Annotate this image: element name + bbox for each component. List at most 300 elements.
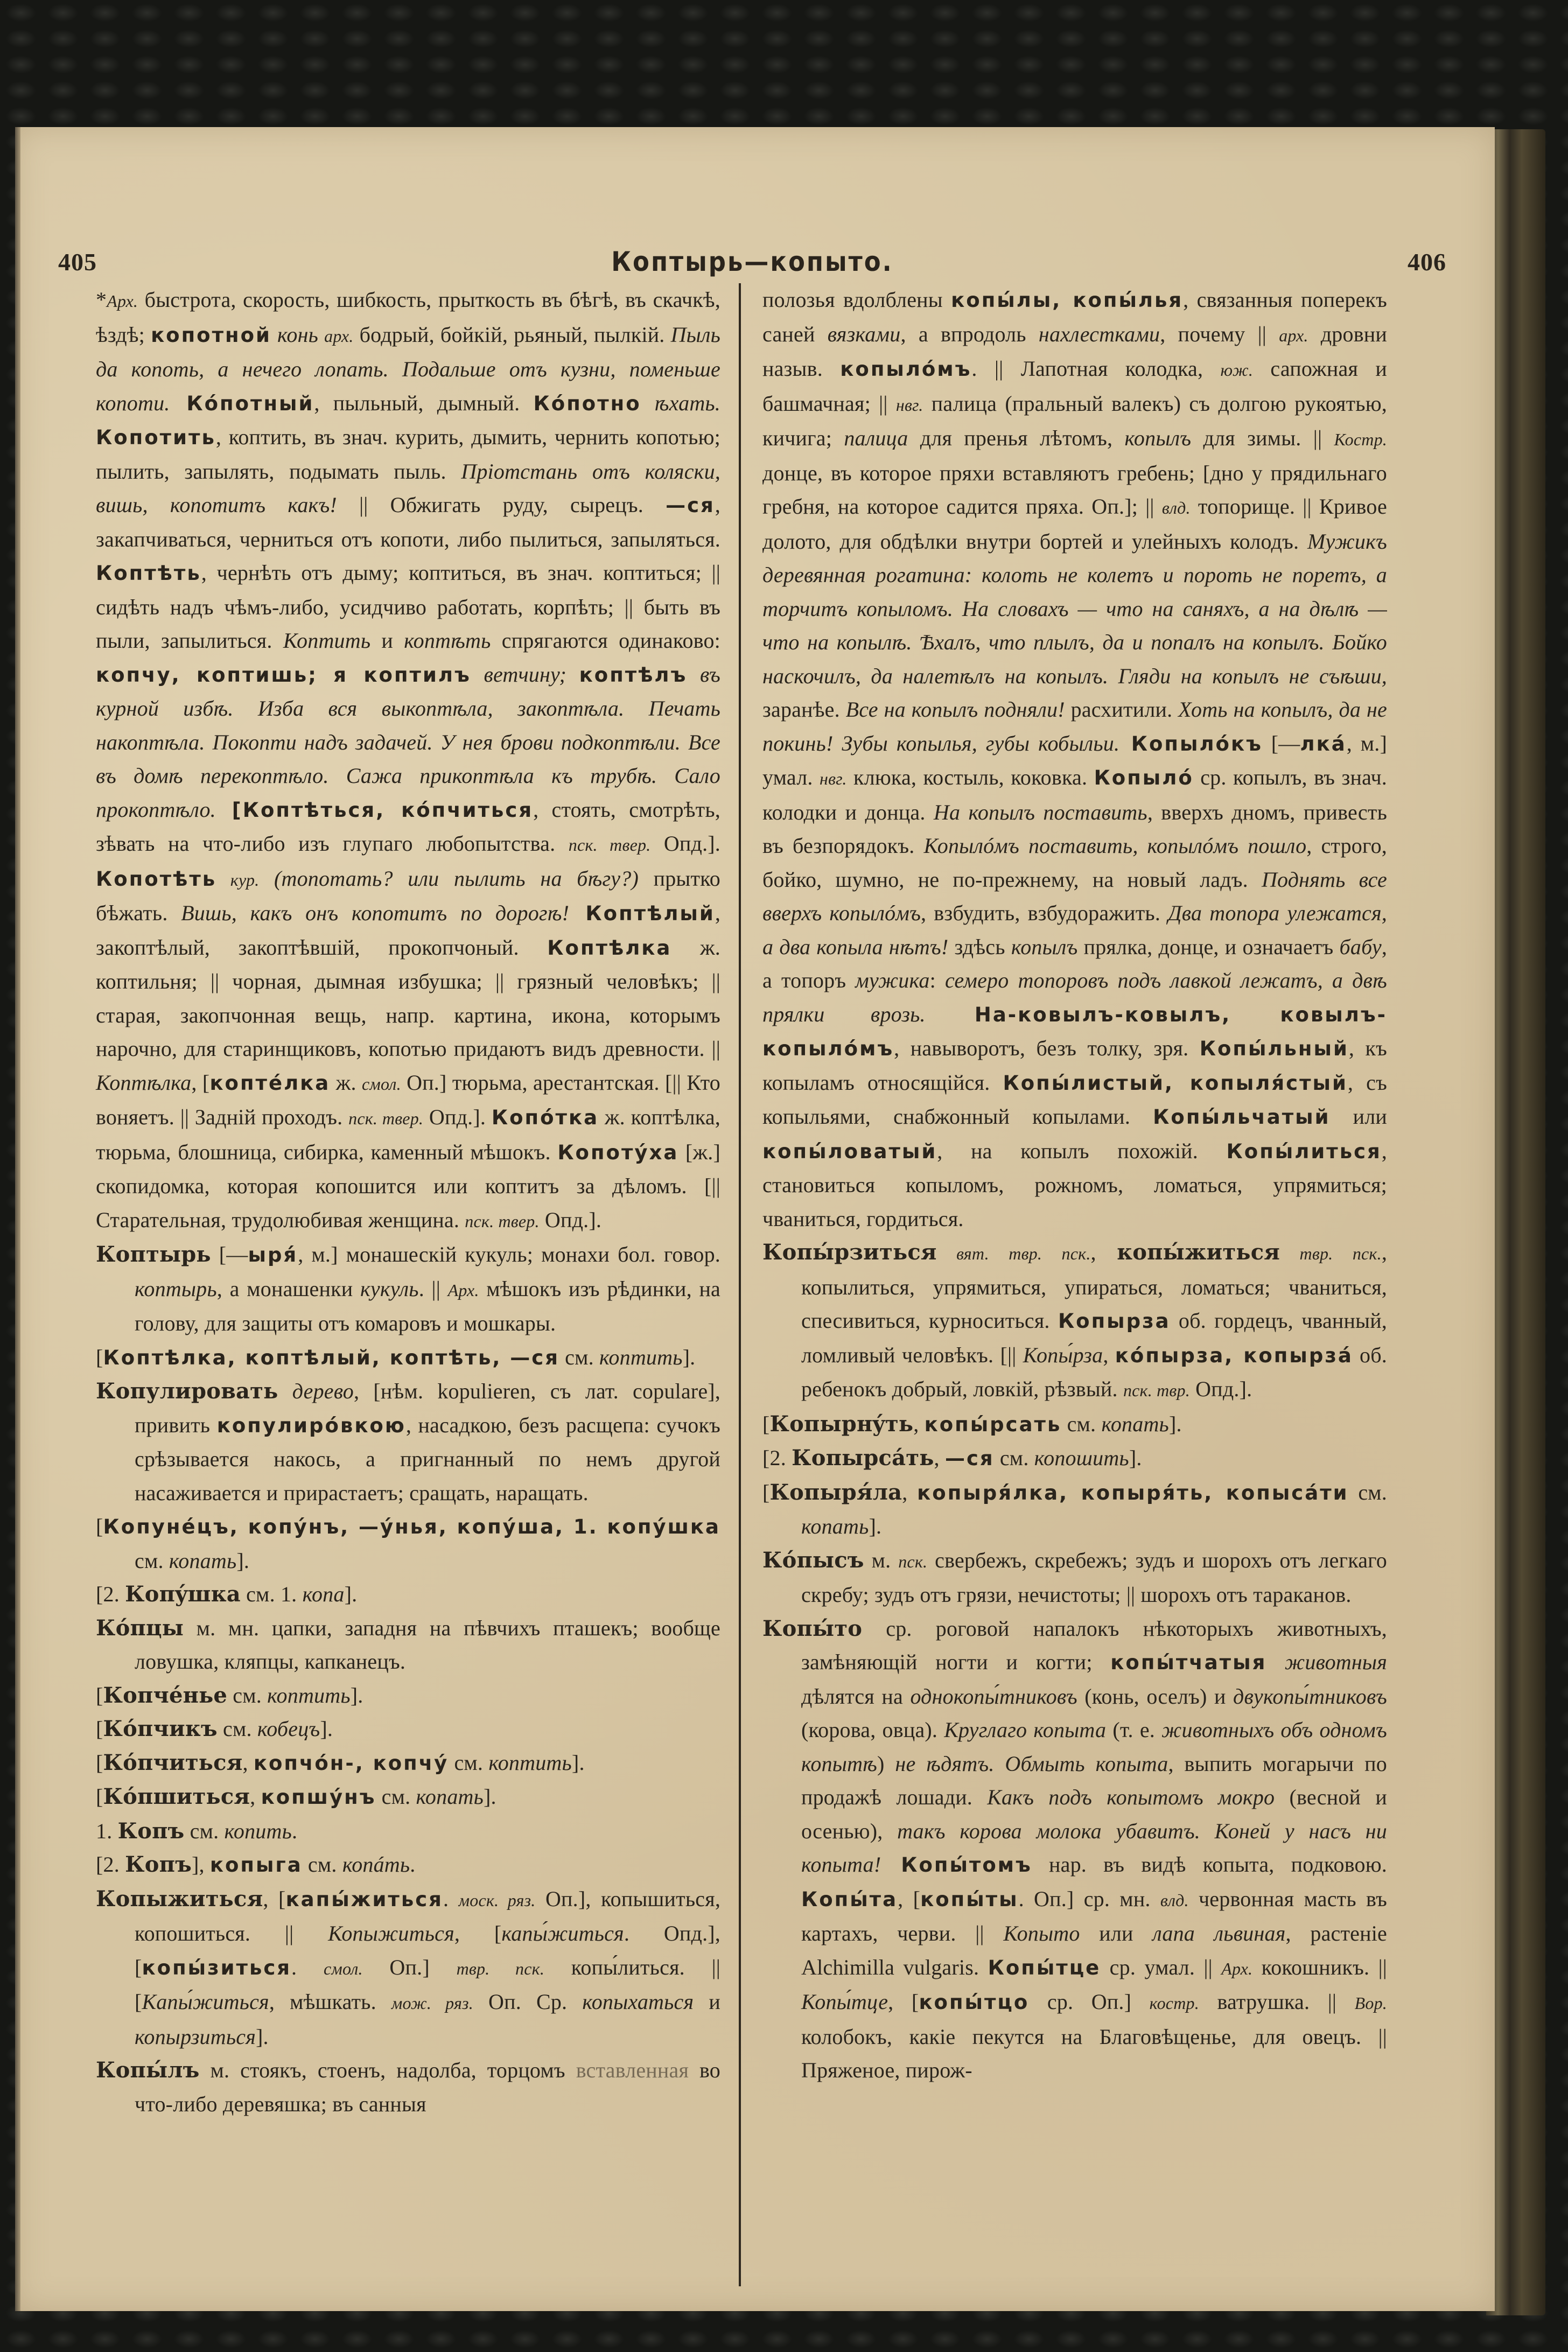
entry-text: , навыворотъ, безъ толку, зря. (894, 1036, 1200, 1060)
entry-text: полозья вдолблены (762, 288, 951, 312)
entry-text: , м.] монашескій кукуль; монахи бол. говор. (298, 1242, 720, 1266)
entry-text: . (291, 1955, 324, 1979)
entry-text: , съ копыльями, снабжонный копылами. (762, 1070, 1387, 1129)
entry-headword: Копыря́ла (769, 1479, 902, 1505)
entry-text: , м.] умал. (762, 731, 1388, 789)
entry-text: [ (96, 1514, 103, 1538)
entry-form: Кóпотный (170, 391, 314, 415)
entry-text: и (370, 628, 404, 653)
entry-headword: Копы́то (762, 1615, 863, 1641)
entry-text: , коптить, въ знач. курить, дымить, чернить копотью; пылить, запылять, подымать пыль. (96, 425, 720, 484)
entry-form: Копы́та (801, 1887, 898, 1911)
entry-text: Два топора улежатся, а два копыла нѣтъ! (762, 901, 1387, 959)
entry-form: Копы́льчатый (1153, 1105, 1331, 1129)
entry-text: семеро топоровъ подъ лавкой лежатъ, а двѣ прялки врозь. (762, 968, 1387, 1026)
entry-text: см. (217, 1717, 257, 1741)
dictionary-entry (96, 1848, 720, 1882)
entry-text: см. (1348, 1480, 1387, 1504)
entry-text: копыхаться (582, 1990, 694, 2014)
entry-form: Копы́тце (988, 1956, 1101, 1979)
entry-text: Оп.], копышиться, копошиться. || (135, 1886, 721, 1945)
entry-text: см. 1. (240, 1582, 303, 1606)
entry-text: 1. (96, 1818, 118, 1843)
entry-form: копы́зиться (142, 1956, 292, 1979)
entry-text: для пренья лѣтомъ, (908, 426, 1125, 450)
entry-text: ветчину; (471, 662, 579, 687)
entry-text: , (902, 1480, 918, 1504)
entry-text: , растеніе Alchimilla vulgaris. (801, 1921, 1387, 1979)
entry-text: въ курной избѣ. Изба вся выкоптѣла, закоптѣла. Печать накоптѣла. Покопти надъ задачей. У нея брови подкоптѣли. Все въ домѣ перекоптѣло. Сажа прикоптѣла къ трубѣ. Сало прокоптѣло. (96, 662, 720, 822)
entry-form: Копóтка (491, 1106, 599, 1129)
region-abbrev: пск. твр. (1123, 1381, 1190, 1400)
entry-form: —ся (944, 1447, 995, 1470)
entry-text: (весной и осенью), (801, 1785, 1387, 1843)
entry-form: копы́ты (920, 1887, 1019, 1911)
entry-text: коптырь (135, 1276, 217, 1301)
entry-text: , а монашенки (216, 1276, 360, 1301)
region-abbrev: вят. твр. пск. (936, 1244, 1091, 1263)
entry-text: . || (418, 1276, 448, 1301)
entry-text: Пыль да копоть, а нечего лопать. Подальше отъ кузни, поменьше копоти. (96, 322, 720, 415)
entry-headword: Копырсáть (792, 1445, 934, 1471)
entry-text: , (242, 1750, 254, 1775)
region-abbrev: пск. (898, 1551, 928, 1571)
entry-headword: Копы́рзиться (762, 1240, 937, 1265)
entry-headword: Копчéнье (103, 1682, 228, 1708)
entry-text: Хоть на копылъ, да не покинь! Зубы копылья, губы кобыльи. (762, 697, 1387, 755)
entry-text: , [ (898, 1886, 921, 1911)
entry-text: кобецъ (257, 1717, 320, 1741)
entry-text: коптить (599, 1345, 683, 1369)
entry-text: , связанныя поперекъ саней (762, 288, 1387, 346)
entry-text: вязками (827, 321, 901, 346)
entry-text: свербежъ, скребежъ; зудъ и шорохъ отъ легкаго скребу; зудъ отъ грязи, нечистоты; || шорохъ отъ тараканов. (801, 1548, 1387, 1607)
dictionary-entry (96, 1578, 720, 1612)
page-number-right: 406 (1407, 248, 1446, 276)
entry-text: * (96, 288, 107, 312)
entry-text: см. (449, 1750, 489, 1775)
dictionary-entry (96, 1712, 720, 1746)
entry-form: Копы́томъ (881, 1853, 1032, 1877)
entry-headword: копы́житься (1117, 1240, 1280, 1265)
region-abbrev: твр. пск. (1280, 1244, 1382, 1263)
entry-text: , къ копыламъ относящійся. (762, 1036, 1387, 1095)
entry-form: Коптѣлый (569, 902, 715, 925)
dictionary-entry (96, 1746, 720, 1781)
entry-form: Копылóкъ (1119, 732, 1263, 755)
entry-text: бодрый, бойкій, рьяный, пылкій. (353, 322, 671, 347)
entry-form: копы́рсать (924, 1412, 1062, 1436)
entry-text: [ (96, 1683, 103, 1707)
book-page-stack-edge (1486, 129, 1545, 2315)
dictionary-entry (96, 2054, 720, 2121)
entry-text: донце, въ которое пряхи вставляютъ гребень; [дно у прядильнаго гребня, на которое садится пряха. Оп.]; || (762, 460, 1387, 519)
entry-text: нахлестками (1038, 321, 1160, 346)
entry-text: , мѣшкать. (269, 1990, 391, 2014)
entry-text: . (443, 1886, 459, 1911)
entry-text: лапа львиная (1152, 1921, 1286, 1945)
entry-text: расхитили. (1065, 697, 1179, 722)
region-abbrev: костр. (1149, 1993, 1199, 2013)
entry-text: (т. е. (1106, 1718, 1162, 1742)
entry-text: Пріотстань отъ коляски, вишь, копотитъ какъ! (96, 459, 720, 517)
entry-text: палица (пральный валекъ) съ долгою рукоятью, кичига; (762, 391, 1388, 450)
entry-text: коптить (267, 1683, 351, 1707)
entry-text: [— (1262, 731, 1300, 755)
entry-text: или (1080, 1921, 1153, 1945)
entry-text: [ (96, 1345, 103, 1369)
entry-text: кокошникъ. || (1252, 1955, 1387, 1979)
dictionary-entry (96, 1612, 720, 1679)
entry-form: Копунéцъ, копýнъ, —ýнья, копýша, 1. копýшка (103, 1515, 720, 1538)
entry-form: Копы́литься (1226, 1139, 1382, 1163)
entry-text: (корова, овца). (801, 1718, 944, 1742)
entry-form: копчóн-, копчý (253, 1751, 449, 1775)
entry-text: [2. (762, 1446, 792, 1470)
entry-form: Копы́льный (1199, 1037, 1349, 1060)
entry-text: дѣлятся на (801, 1684, 911, 1709)
entry-text: бабу (1339, 934, 1382, 959)
entry-text: копошить (1034, 1446, 1129, 1470)
region-abbrev: моск. ряз. (458, 1890, 536, 1910)
entry-text: ]. (1168, 1411, 1182, 1436)
dictionary-entry (96, 1679, 720, 1713)
page-header (58, 240, 1446, 283)
entry-form: капы́житься (285, 1887, 443, 1911)
entry-text: коптить (488, 1750, 572, 1775)
entry-text: такъ корова молока убавитъ. Коней у насъ ни копыта! (801, 1818, 1387, 1877)
right-column (741, 283, 1387, 2286)
entry-form: —ся (666, 494, 715, 517)
entry-text: , почему || (1160, 321, 1279, 346)
dictionary-entry (762, 283, 1387, 1236)
entry-form: Копотить (96, 426, 216, 449)
region-abbrev: пск. твер. (348, 1109, 424, 1128)
entry-form: коптѣлъ (579, 663, 688, 687)
entry-text: животныя (1266, 1650, 1387, 1674)
entry-text: Опд.]. (1189, 1377, 1252, 1401)
entry-text: Поднять все вверхъ копылóмъ (762, 867, 1387, 925)
entry-form: Копотѣть (96, 867, 217, 891)
entry-headword: Копулировать (96, 1378, 278, 1404)
entry-text: Копыто (1003, 1921, 1080, 1945)
entry-text: ]. (350, 1683, 363, 1707)
entry-text: клюка, костыль, коковка. (846, 765, 1094, 789)
entry-text: , (934, 1446, 945, 1470)
entry-text: см. (559, 1345, 600, 1369)
entry-text: Опд.]. (423, 1105, 492, 1129)
entry-text: , а топоръ (762, 934, 1388, 992)
entry-text: см. (1061, 1411, 1102, 1436)
entry-text: , (1090, 1240, 1117, 1264)
entry-text: Круглаго копыта (944, 1718, 1107, 1742)
entry-text: , закоптѣлый, закоптѣвшій, прокопчоный. (96, 901, 721, 960)
entry-text: вставленная (576, 2058, 689, 2082)
entry-text: колобокъ, какіе пекутся на Благовѣщенье, для овецъ. || Пряженое, пирож- (801, 2024, 1387, 2082)
entry-text: здѣсь (948, 934, 1011, 959)
entry-headword: Кóпысъ (762, 1547, 864, 1573)
region-abbrev: влд. (1161, 498, 1191, 517)
entry-text: топорище. || Кривое долото, для обдѣлки внутри бортей и улейныхъ колодъ. (762, 494, 1388, 554)
entry-text: [ (762, 1480, 770, 1504)
dictionary-entry (762, 1544, 1387, 1612)
entry-text: [ (96, 1750, 103, 1775)
entry-text: Оп.] (362, 1955, 457, 1979)
entry-text: ]. (869, 1514, 882, 1538)
entry-form: копшýнъ (261, 1786, 376, 1809)
entry-text: ]. (484, 1784, 496, 1809)
entry-text: , взбудить, взбудоражить. (921, 901, 1168, 925)
entry-text: Опд.]. (539, 1207, 602, 1232)
entry-text: копа (302, 1582, 345, 1606)
region-abbrev: кур. (216, 870, 260, 890)
entry-text: ватрушка. || (1199, 1990, 1355, 2014)
entry-form: копы́тцо (919, 1991, 1030, 2014)
entry-text: м. (864, 1548, 899, 1572)
entry-text: . (292, 1818, 298, 1843)
entry-headword: Кóпчикъ (103, 1716, 218, 1741)
entry-text: . || Лапотная колодка, (971, 356, 1221, 381)
running-title: Коптырь—копыто. (611, 246, 893, 277)
entry-text: капы́житься (501, 1921, 624, 1945)
entry-headword: Копыжиться (96, 1886, 263, 1912)
entry-text: ]. (1129, 1446, 1142, 1470)
dictionary-entry (96, 1341, 720, 1375)
entry-text: , стоять, смотрѣть, зѣвать на что-либо изъ глупаго любопытства. (96, 797, 720, 856)
region-abbrev: Арх. (1221, 1958, 1253, 1978)
entry-text: копать (1101, 1411, 1169, 1436)
entry-text: Вишь, какъ онъ копотитъ по дорогѣ! (181, 901, 570, 925)
entry-text: и (694, 1990, 720, 2014)
entry-text: , пыльный, дымный. (314, 390, 534, 415)
entry-text: ср. умал. || (1101, 1955, 1222, 1979)
entry-form: копы́лы, копы́лья (951, 289, 1184, 312)
entry-text: или (1330, 1104, 1387, 1129)
entry-text: прялка, донце, и означаетъ (1077, 934, 1340, 959)
region-abbrev: Вор. (1354, 1993, 1388, 2013)
entry-text: , вверхъ дномъ, привесть въ безпорядокъ. (762, 800, 1388, 858)
entry-text: , строго, бойко, шумно, не по-прежнему, на новый ладъ. (762, 834, 1388, 892)
entry-form: Кóпотно (533, 391, 641, 415)
entry-text: , (1103, 1342, 1115, 1367)
entry-form: Копылó (1094, 766, 1194, 789)
entry-text: : (929, 968, 945, 992)
entry-text: копырзиться (135, 2024, 256, 2049)
entry-text: кукуль (360, 1276, 419, 1301)
entry-text: см. (376, 1784, 416, 1809)
entry-text: ]. (682, 1345, 696, 1369)
entry-text: (топотать? или пылить на бѣгу?) (259, 866, 639, 891)
entry-text: , выпить могарычи по продажѣ лошади. (801, 1751, 1387, 1809)
region-abbrev: твр. пск. (456, 1958, 545, 1978)
entry-text: спрягаются одинаково: (491, 628, 720, 653)
entry-form: лкá (1300, 732, 1347, 755)
dictionary-entry (96, 1780, 720, 1815)
entry-text: Копылóмъ поставить, копылóмъ пошло (923, 834, 1307, 858)
entry-text: м. мн. цапки, западня на пѣвчихъ пташекъ; вообще ловушка, кляпцы, капканецъ. (135, 1615, 720, 1674)
entry-text: копылъ (1124, 426, 1192, 450)
entry-headword: Копýшка (125, 1581, 241, 1607)
region-abbrev: Арх. (447, 1280, 479, 1300)
entry-text: см. (135, 1548, 169, 1573)
entry-text: . Опд.], [ (135, 1921, 720, 1979)
entry-form: На-ковылъ-ковылъ, ковылъ-копылóмъ (762, 1003, 1388, 1060)
entry-text: , [нѣм. kopulieren, съ лат. copulare], привить (135, 1379, 720, 1437)
entry-text: Оп.] тюрьма, арестантская. [|| Кто воняетъ. || Задній проходъ. (96, 1070, 721, 1129)
entry-headword: Кóпцы (96, 1615, 184, 1641)
entry-text: Оп. Ср. (473, 1990, 583, 2014)
entry-text: м. стоякъ, стоенъ, надолба, торцомъ (199, 2058, 576, 2082)
left-column (96, 283, 741, 2286)
entry-text: Мужикъ деревянная рогатина: колоть не колетъ и пороть не поретъ, а торчитъ копыломъ. На словахъ — что на саняхъ, а на дѣлѣ — что на копылѣ. Ѣхалъ, что плылъ, да и попалъ на копылъ. Бойко наскочилъ, да налетѣлъ на копылъ. Гляди на копылъ не съѣши, (762, 529, 1387, 688)
entry-text: Коптить (283, 628, 371, 653)
entry-text: [ (762, 1411, 770, 1436)
entry-text: об. гордецъ, чванный, ломливый человѣкъ. [|| (801, 1308, 1388, 1367)
entry-text: (конь, оселъ) и (1077, 1684, 1234, 1709)
entry-headword: Копы́лъ (96, 2057, 200, 2083)
dictionary-entry (96, 1375, 720, 1510)
region-abbrev: пск. твер. (568, 835, 651, 855)
entry-text: сапожная и башмачная; || (762, 356, 1388, 416)
region-abbrev: влд. (1160, 1890, 1189, 1910)
entry-form: Копотýха (557, 1140, 679, 1164)
entry-text: не ѣдятъ. Обмыть копыта (895, 1751, 1168, 1776)
entry-text: однокопы́тниковъ (910, 1684, 1077, 1709)
region-abbrev: мож. ряз. (391, 1993, 473, 2013)
entry-text: [2. (96, 1852, 125, 1877)
entry-text: дерево (278, 1379, 354, 1403)
entry-text: заранѣе. (762, 697, 846, 722)
entry-text: , закапчиваться, черниться отъ копоти, либо пылиться, запыляться. (96, 493, 720, 551)
entry-headword: Копъ (117, 1818, 185, 1844)
entry-text: Капы́житься (142, 1990, 269, 2014)
entry-form: Копырза (1058, 1310, 1171, 1333)
entry-text: , [ (888, 1990, 919, 2014)
dictionary-entry (96, 1815, 720, 1849)
region-abbrev: арх. (1279, 325, 1308, 345)
entry-text: ср. Оп.] (1029, 1990, 1150, 2014)
entry-form: копотной (151, 323, 271, 347)
entry-form: копылóмъ (840, 358, 972, 381)
entry-text: см. (227, 1683, 268, 1707)
entry-text: . (410, 1852, 416, 1877)
entry-text: || Обжигать руду, сырецъ. (337, 493, 666, 517)
region-abbrev: смол. (323, 1958, 363, 1978)
entry-text: ж. коптѣлка, тюрьма, блошница, сибирка, каменный мѣшокъ. (96, 1105, 720, 1164)
entry-headword: Копырнýть (769, 1411, 914, 1437)
region-abbrev: пск. твер. (465, 1211, 540, 1231)
dictionary-page (15, 127, 1495, 2311)
dictionary-entry (96, 283, 720, 1238)
page-left-binding-edge (15, 127, 20, 2311)
entry-form: Коптѣлка, коптѣлый, коптѣть, —ся (103, 1346, 559, 1369)
entry-form: копулирóвкою (216, 1413, 406, 1437)
entry-form: копчу, коптишь; я коптилъ (96, 663, 471, 687)
entry-text: ], (191, 1852, 210, 1877)
entry-text: [ж.] скопидомка, которая копошится или коптитъ за дѣломъ. [|| Старательная, трудолюбивая женщина. (96, 1139, 721, 1232)
dictionary-entry (762, 1476, 1387, 1544)
entry-text: копать (416, 1784, 484, 1809)
entry-text: [ (96, 1717, 103, 1741)
entry-text: , (913, 1411, 925, 1436)
entry-text: копы́литься. || [ (135, 1955, 720, 2014)
entry-headword: Кóпшиться (103, 1784, 250, 1809)
entry-text: см. (302, 1852, 342, 1877)
entry-text: палица (844, 426, 908, 450)
entry-text: Копыжиться (328, 1921, 454, 1945)
entry-text: ж. (330, 1070, 362, 1095)
entry-headword: Копъ (125, 1852, 192, 1877)
region-abbrev: Костр. (1334, 430, 1387, 449)
entry-text: ср. роговой напалокъ нѣкоторыхъ животныхъ, замѣняющій ногти и когти; (801, 1616, 1387, 1674)
dictionary-entry (96, 1882, 720, 2054)
entry-text: нар. въ видѣ копыта, подковою. (1032, 1852, 1387, 1877)
entry-text: Коптѣлка (96, 1070, 192, 1095)
entry-headword: Коптырь (96, 1242, 211, 1267)
entry-text: см. (994, 1446, 1034, 1470)
entry-text: , копылиться, упрямиться, упираться, ломаться; чваниться, спесивиться, курноситься. (801, 1240, 1388, 1333)
entry-text: ѣхать. (641, 390, 721, 415)
entry-text: конь (271, 322, 325, 347)
entry-text: животныхъ объ одномъ копытѣ (801, 1718, 1387, 1776)
entry-text: ср. копылъ, въ знач. колодки и донца. (762, 765, 1387, 824)
entry-headword: Кóпчиться (103, 1749, 243, 1775)
region-abbrev: нвг. (895, 395, 923, 415)
entry-text: копать (169, 1548, 237, 1573)
entry-text: копáть (342, 1852, 410, 1877)
entry-text: во что-либо деревяшка; въ санныя (135, 2058, 720, 2116)
entry-text: ]. (236, 1548, 250, 1573)
entry-text: ]. (320, 1717, 333, 1741)
entry-text: прытко бѣжать. (96, 866, 720, 925)
entry-text: , [ (263, 1886, 286, 1911)
entry-text: Все на копылъ подняли! (845, 697, 1065, 722)
region-abbrev: арх. (324, 326, 354, 346)
entry-text: [2. (96, 1582, 125, 1606)
entry-text: двукопы́тниковъ (1233, 1684, 1387, 1709)
page-number-left: 405 (58, 248, 97, 276)
region-abbrev: юж. (1220, 360, 1254, 380)
entry-text: . Оп.] ср. мн. (1018, 1886, 1160, 1911)
entry-form: Копы́листый, копыля́стый (1003, 1071, 1348, 1095)
entry-text: , [ (454, 1921, 502, 1945)
entry-text: для зимы. || (1191, 426, 1334, 450)
entry-text: коптѣть (404, 628, 491, 653)
entry-text: червонная масть въ картахъ, черви. || (801, 1886, 1388, 1945)
dictionary-entry (96, 1510, 720, 1578)
entry-text: На копылъ поставить (933, 800, 1147, 824)
entry-text: [ (96, 1784, 103, 1809)
entry-text: [— (211, 1242, 248, 1266)
entry-form: копыря́лка, копыря́ть, копысáти (917, 1481, 1349, 1504)
entry-text: быстрота, скорость, шибкость, прыткость въ бѣгѣ, въ скачкѣ, ѣздѣ; (96, 288, 720, 347)
entry-text: ) (877, 1751, 895, 1776)
entry-text: , (250, 1784, 261, 1809)
entry-text: , на копылъ похожій. (937, 1138, 1227, 1163)
entry-text: , насадкою, безъ расщепа: сучокъ срѣзывается накось, а пригнанный по немъ другой насаживается и прирастаетъ; сращать, наращать. (135, 1412, 720, 1505)
entry-text: , становиться копыломъ, рожномъ, ломаться, упрямиться; чваниться, гордиться. (762, 1138, 1387, 1231)
entry-text: , [ (191, 1070, 210, 1095)
dictionary-entry (762, 1236, 1387, 1408)
entry-form: копы́тчатыя (1110, 1651, 1267, 1674)
entry-text: см. (184, 1818, 225, 1843)
entry-text: копылъ (1011, 934, 1078, 959)
region-abbrev: нвг. (820, 769, 847, 788)
entry-form: Коптѣлка (547, 936, 672, 960)
region-abbrev: смол. (361, 1074, 401, 1094)
entry-text: мужика (855, 968, 930, 992)
entry-form: копыга (209, 1853, 303, 1877)
